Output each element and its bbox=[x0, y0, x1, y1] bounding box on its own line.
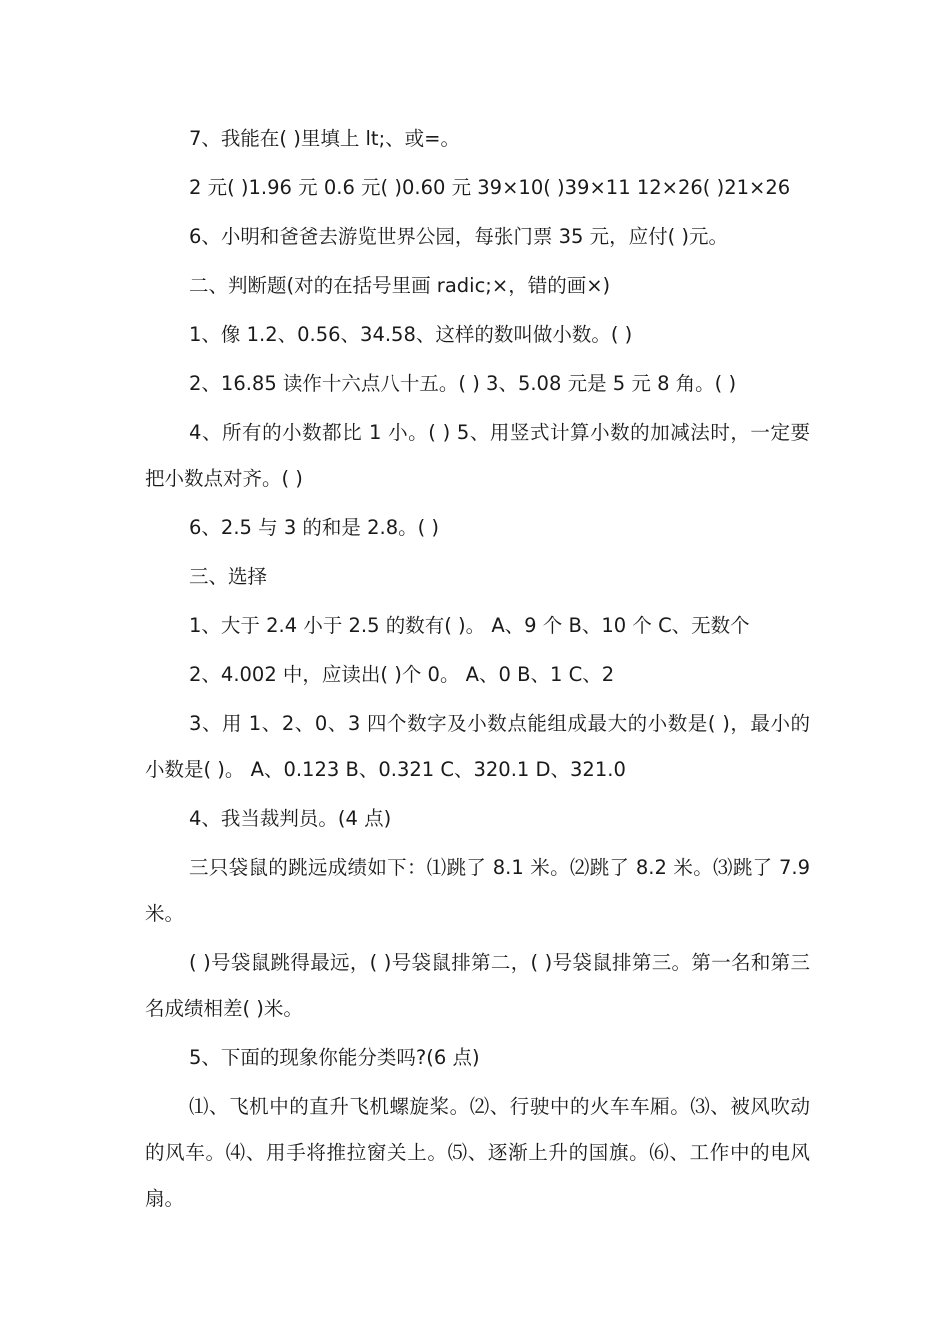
document-body bbox=[145, 116, 810, 1225]
paragraph-choice-3: 3、用 1、2、0、3 四个数字及小数点能组成最大的小数是( )，最小的小数是( )。 A、0.123 B、0.321 C、320.1 D、321.0 bbox=[145, 712, 810, 781]
paragraph-kangaroo-ranking: ( )号袋鼠跳得最远，( )号袋鼠排第二，( )号袋鼠排第三。第一名和第三名成绩相差( )米。 bbox=[145, 951, 810, 1020]
paragraph-choice-1: 1、大于 2.4 小于 2.5 的数有( )。 A、9 个 B、10 个 C、无数个 bbox=[189, 614, 750, 637]
paragraph-referee-heading: 4、我当裁判员。(4 点) bbox=[189, 807, 392, 830]
paragraph-classify-heading: 5、下面的现象你能分类吗?(6 点) bbox=[189, 1046, 480, 1069]
paragraph-classify-items: ⑴、飞机中的直升飞机螺旋桨。⑵、行驶中的火车车厢。⑶、被风吹动的风车。⑷、用手将推拉窗关上。⑸、逐渐上升的国旗。⑹、工作中的电风扇。 bbox=[145, 1095, 810, 1210]
paragraph-tf-4-5: 4、所有的小数都比 1 小。( ) 5、用竖式计算小数的加减法时，一定要把小数点对齐。( ) bbox=[145, 421, 810, 490]
paragraph-ticket-question: 6、小明和爸爸去游览世界公园，每张门票 35 元，应付( )元。 bbox=[189, 225, 729, 248]
paragraph-compare-items: 2 元( )1.96 元 0.6 元( )0.60 元 39×10( )39×11 12×26( )21×26 bbox=[189, 176, 791, 199]
section-heading-choice: 三、选择 bbox=[189, 565, 268, 588]
paragraph-tf-2-3: 2、16.85 读作十六点八十五。( ) 3、5.08 元是 5 元 8 角。( ) bbox=[189, 372, 737, 395]
section-heading-true-false: 二、判断题(对的在括号里画 radic;×，错的画×) bbox=[189, 274, 611, 297]
paragraph-choice-2: 2、4.002 中，应读出( )个 0。 A、0 B、1 C、2 bbox=[189, 663, 615, 686]
paragraph-tf-6: 6、2.5 与 3 的和是 2.8。( ) bbox=[189, 516, 440, 539]
paragraph-tf-1: 1、像 1.2、0.56、34.58、这样的数叫做小数。( ) bbox=[189, 323, 633, 346]
paragraph-kangaroo-results: 三只袋鼠的跳远成绩如下：⑴跳了 8.1 米。⑵跳了 8.2 米。⑶跳了 7.9 米。 bbox=[145, 856, 810, 925]
paragraph-compare-instruction: 7、我能在( )里填上 lt;、或=。 bbox=[189, 127, 460, 150]
